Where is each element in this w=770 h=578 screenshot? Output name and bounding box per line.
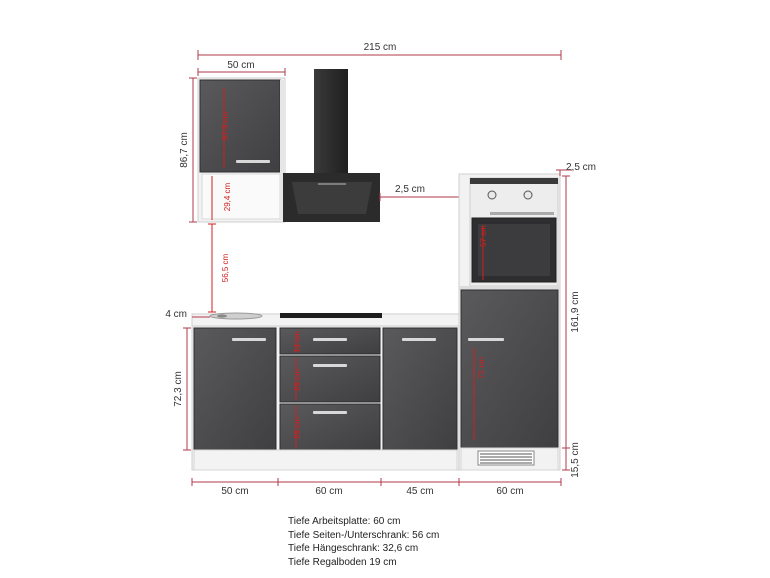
open-shelf xyxy=(202,174,280,219)
drawer-top-handle xyxy=(313,338,347,341)
worktop-thickness-label: 4 cm xyxy=(165,309,187,320)
drawer-bottom-inner-label: 28 cm xyxy=(293,417,302,439)
tall-lower-inner-label: 72 cm xyxy=(477,357,486,379)
tall-lower-door xyxy=(461,290,558,448)
shelf-height-label: 29,4 cm xyxy=(223,182,232,212)
base-width-label-2: 60 cm xyxy=(315,486,343,497)
total-width-dimension xyxy=(198,42,561,60)
oven-knob-right xyxy=(524,191,532,199)
tall-cabinet xyxy=(459,174,560,470)
tall-top-dimension xyxy=(556,162,596,176)
tall-top-label: 2,5 cm xyxy=(566,162,597,173)
note-shelf-depth: Tiefe Regalboden 19 cm xyxy=(288,556,397,568)
wall-cabinet xyxy=(198,78,285,222)
base-door-50 xyxy=(194,328,276,450)
total-width-label: 215 cm xyxy=(363,42,397,53)
oven-knob-left xyxy=(488,191,496,199)
tall-height-label: 161,9 cm xyxy=(570,291,581,333)
drawer-middle-inner-label: 28 cm xyxy=(293,369,302,391)
hood-chimney xyxy=(314,69,348,173)
base-door-45-handle xyxy=(402,338,436,341)
wall-cabinet-width-dimension xyxy=(198,60,285,76)
shelf-gap-dimension xyxy=(380,184,460,201)
base-door-45 xyxy=(383,328,457,450)
plinth-height-label: 15,5 cm xyxy=(570,442,581,478)
base-width-label-4: 60 cm xyxy=(496,486,524,497)
tall-height-dimension xyxy=(562,176,581,448)
wall-cabinet-width-label: 50 cm xyxy=(227,60,255,71)
drawer-middle-handle xyxy=(313,364,347,367)
wall-cabinet-height-dimension xyxy=(179,78,197,222)
gap-height-label: 56,5 cm xyxy=(221,253,230,283)
base-height-label: 72,3 cm xyxy=(173,371,184,407)
base-width-label-1: 50 cm xyxy=(221,486,249,497)
note-side-base-depth: Tiefe Seiten-/Unterschrank: 56 cm xyxy=(288,529,440,541)
wall-front-inner-label: 57,3 cm xyxy=(221,111,230,141)
base-door-50-handle xyxy=(232,338,266,341)
note-worktop-depth: Tiefe Arbeitsplatte: 60 cm xyxy=(288,516,401,527)
shelf-gap-label: 2,5 cm xyxy=(394,184,426,195)
wall-cabinet-door xyxy=(200,80,280,172)
oven-inner-label: 57 cm xyxy=(479,225,488,247)
base-plinth xyxy=(194,450,457,470)
depth-notes xyxy=(288,515,439,569)
cooktop xyxy=(280,313,382,318)
bottom-width-dimensions xyxy=(192,478,561,497)
base-height-dimension xyxy=(173,328,191,450)
wall-cabinet-handle xyxy=(236,160,270,163)
extractor-hood xyxy=(283,69,380,222)
drawer-bottom-handle xyxy=(313,411,347,414)
base-cabinets xyxy=(192,326,459,470)
drawer-top-inner-label: 14 cm xyxy=(293,331,302,353)
gap-height-dimension xyxy=(208,224,230,312)
wall-cabinet-height-label: 86,7 cm xyxy=(179,132,190,168)
base-width-label-3: 45 cm xyxy=(406,486,434,497)
vent-grille xyxy=(478,451,534,465)
tall-lower-handle xyxy=(468,338,504,341)
worktop xyxy=(192,313,459,326)
note-wall-cabinet-depth: Tiefe Hängeschrank: 32,6 cm xyxy=(288,543,419,555)
